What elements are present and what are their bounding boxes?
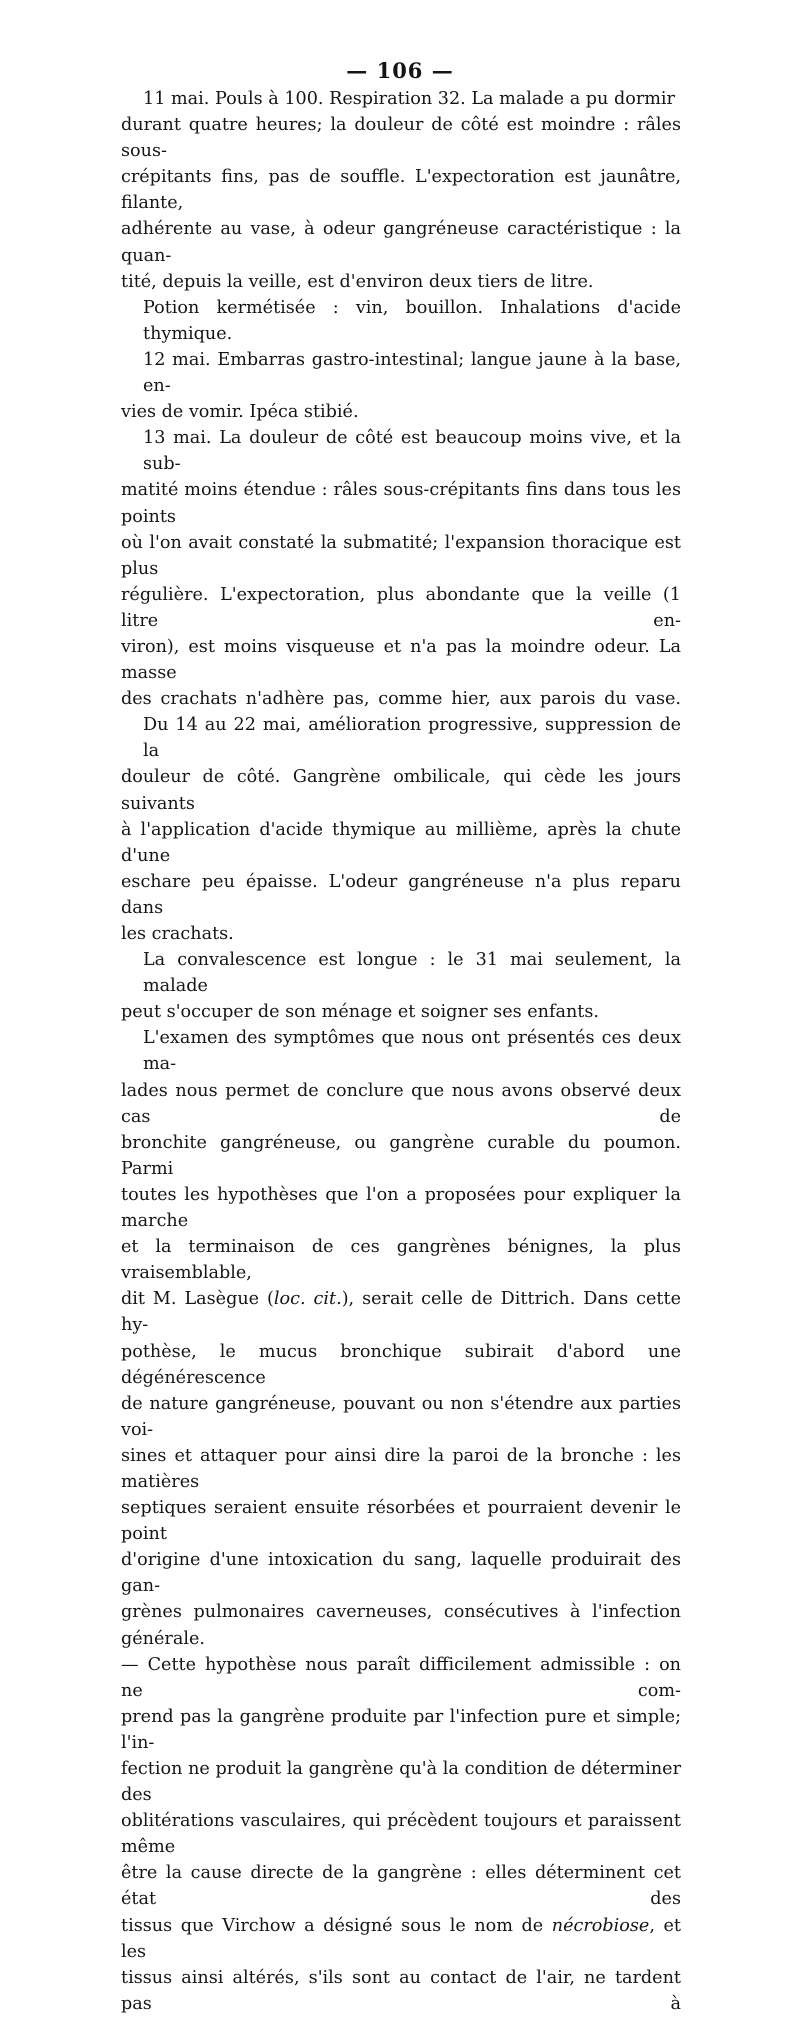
- text-line: régulière. L'expectoration, plus abondante que la veille (1 litre en-: [121, 584, 681, 631]
- paragraph-potion: [121, 295, 681, 347]
- text-line: 11 mai. Pouls à 100. Respiration 32. La malade a pu dormir: [143, 89, 675, 109]
- text-line: La convalescence est longue : le 31 mai seulement, la malade: [143, 950, 681, 997]
- text-line: durant quatre heures; la douleur de côté est moindre : râles sous-: [121, 115, 681, 162]
- text-line: de nature gangréneuse, pouvant ou non s'étendre aux parties voi-: [121, 1393, 681, 1440]
- text-line: grènes pulmonaires caverneuses, consécutives à l'infection générale.: [121, 1602, 681, 1649]
- page-number: — 106 —: [346, 58, 454, 83]
- text-line: adhérente au vase, à odeur gangréneuse caractéristique : la quan-: [121, 219, 681, 266]
- term-italic: nécrobiose: [551, 1915, 650, 1936]
- text-line: Du 14 au 22 mai, amélioration progressive, suppression de la: [143, 715, 681, 762]
- text-fragment: ), serait celle de Dittrich. Dans cette hy-: [121, 1289, 681, 1336]
- text-line: lades nous permet de conclure que nous avons observé deux cas de: [121, 1080, 681, 1127]
- text-line: d'origine d'une intoxication du sang, laquelle produirait des gan-: [121, 1550, 681, 1597]
- text-line: 13 mai. La douleur de côté est beaucoup moins vive, et la sub-: [143, 428, 681, 475]
- text-line: eschare peu épaisse. L'odeur gangréneuse n'a plus reparu dans: [121, 871, 681, 918]
- paragraph-12-mai: [121, 347, 681, 425]
- text-line: à l'application d'acide thymique au millième, après la chute d'une: [121, 819, 681, 866]
- text-line: des crachats n'adhère pas, comme hier, aux parois du vase.: [121, 689, 681, 710]
- text-line: tissus ainsi altérés, s'ils sont au contact de l'air, ne tardent pas à: [121, 1967, 681, 2014]
- citation-italic: loc. cit.: [273, 1289, 342, 1310]
- paragraph-14-22-mai: [121, 712, 681, 947]
- text-fragment: tissus que Virchow a désigné sous le nom de: [121, 1915, 552, 1936]
- text-line: oblitérations vasculaires, qui précèdent toujours et paraissent même: [121, 1811, 681, 1858]
- text-line: fection ne produit la gangrène qu'à la condition de déterminer des: [121, 1759, 681, 1806]
- text-line: 12 mai. Embarras gastro-intestinal; langue jaune à la base, en-: [143, 349, 681, 397]
- text-line: être la cause directe de la gangrène : elles déterminent cet état des: [121, 1863, 681, 1910]
- text-line: L'examen des symptômes que nous ont présentés ces deux ma-: [143, 1028, 681, 1075]
- text-fragment: dit M. Lasègue (: [121, 1289, 274, 1310]
- text-line: bronchite gangréneuse, ou gangrène curable du poumon. Parmi: [121, 1132, 681, 1179]
- paragraph-11-mai: [121, 86, 681, 295]
- paragraph-convalescence: [121, 947, 681, 1025]
- text-line: septiques seraient ensuite résorbées et pourraient devenir le point: [121, 1498, 681, 1545]
- text-line: et la terminaison de ces gangrènes bénignes, la plus vraisemblable,: [121, 1237, 681, 1284]
- text-line: toutes les hypothèses que l'on a proposées pour expliquer la marche: [121, 1184, 681, 1232]
- text-line: prend pas la gangrène produite par l'infection pure et simple; l'in-: [121, 1706, 681, 1753]
- text-line: Potion kermétisée : vin, bouillon. Inhalations d'acide thymique.: [143, 297, 681, 344]
- paragraph-13-mai: [121, 425, 681, 712]
- text-line: — Cette hypothèse nous paraît difficilement admissible : on ne com-: [121, 1654, 681, 1701]
- text-line: sines et attaquer pour ainsi dire la paroi de la bronche : les matières: [121, 1445, 681, 1492]
- text-line: crépitants fins, pas de souffle. L'expectoration est jaunâtre, filante,: [121, 167, 681, 214]
- text-fragment: , et les: [121, 1915, 681, 1962]
- text-line: matité moins étendue : râles sous-crépitants fins dans tous les points: [121, 480, 681, 527]
- body-text: [121, 86, 681, 2017]
- text-line: douleur de côté. Gangrène ombilicale, qui cède les jours suivants: [121, 767, 681, 814]
- text-line: tité, depuis la veille, est d'environ deux tiers de litre.: [121, 271, 594, 292]
- text-line: où l'on avait constaté la submatité; l'expansion thoracique est plus: [121, 532, 681, 579]
- paragraph-examen: [121, 1025, 681, 2017]
- text-line: vies de vomir. Ipéca stibié.: [121, 402, 359, 423]
- text-line: viron), est moins visqueuse et n'a pas la moindre odeur. La masse: [121, 636, 681, 684]
- text-line-with-citation: [121, 1286, 681, 1338]
- text-line: pothèse, le mucus bronchique subirait d'abord une dégénérescence: [121, 1341, 681, 1388]
- text-line: peut s'occuper de son ménage et soigner ses enfants.: [121, 1002, 599, 1023]
- text-line: les crachats.: [121, 924, 234, 944]
- text-line-with-term: [121, 1913, 681, 1965]
